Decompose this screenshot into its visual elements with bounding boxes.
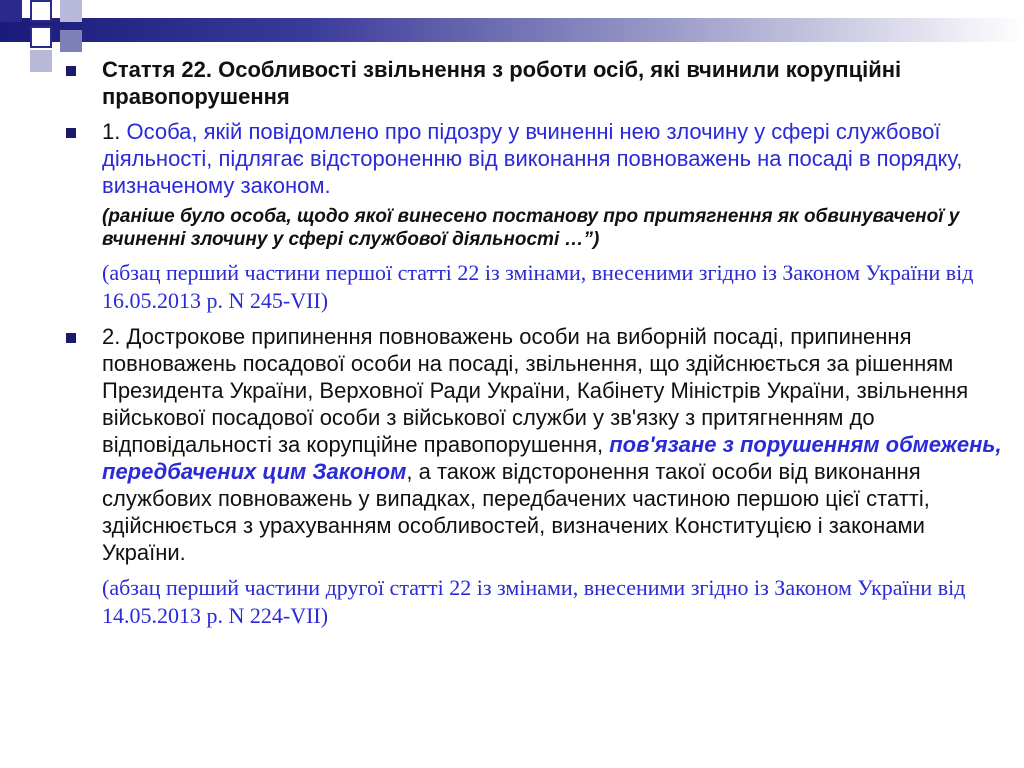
decor-square — [60, 30, 82, 52]
list-item-paragraph-1 — [62, 118, 1002, 315]
slide-content — [62, 56, 1002, 638]
decor-square — [30, 26, 52, 48]
article-heading: Стаття 22. Особливості звільнення з роботи осіб, які вчинили корупційні правопорушення — [102, 57, 902, 109]
paragraph-1-text: Особа, якій повідомлено про підозру у вчиненні нею злочину у сфері службової діяльності, підлягає відстороненню від виконання повноважень на посаді в порядку, визначеному законом. — [102, 119, 963, 198]
decor-square — [30, 0, 52, 22]
list-item-paragraph-2 — [62, 323, 1002, 630]
paragraph-2-highlight: пов'язане з порушенням обмежень, передбачених цим Законом — [102, 432, 1002, 484]
square-bullet-icon — [66, 128, 76, 138]
paragraph-1-number: 1. — [102, 119, 127, 144]
decor-square — [60, 0, 82, 22]
decor-square — [0, 0, 22, 22]
paragraph-2-amendment-note: (абзац перший частини другої статті 22 із змінами, внесеними згідно із Законом України від 14.05.2013 р. N 224-VII) — [102, 575, 966, 628]
paragraph-1-amendment-note: (абзац перший частини першої статті 22 із змінами, внесеними згідно із Законом України від 16.05.2013 р. N 245-VII) — [102, 260, 974, 313]
paragraph-1 — [102, 118, 1002, 199]
header-gradient-bar — [0, 18, 1024, 42]
square-bullet-icon — [66, 333, 76, 343]
paragraph-2 — [102, 323, 1002, 566]
paragraph-2-text-end: , а також відсторонення такої особи від виконання службових повноважень у випадках, передбачених частиною першою цієї статті, здійснюється з урахуванням особливостей, визначених Конституцією і законами України. — [102, 459, 930, 565]
decor-square — [30, 50, 52, 72]
list-item-heading — [62, 56, 1002, 110]
paragraph-2-text-start: 2. Дострокове припинення повноважень особи на виборній посаді, припинення повноважень посадової особи на посаді, звільнення, що здійснюється за рішенням Президента України, Верховної Ради України, Кабінету Міністрів України, звільнення військової посадової особи з військової служби у зв'язку з притягненням до відповідальності за корупційне правопорушення, — [102, 324, 969, 457]
paragraph-1-previous-wording: (раніше було особа, щодо якої винесено постанову про притягнення як обвинуваченої у вчиненні злочину у сфері службової діяльності …”) — [102, 206, 960, 250]
square-bullet-icon — [66, 66, 76, 76]
